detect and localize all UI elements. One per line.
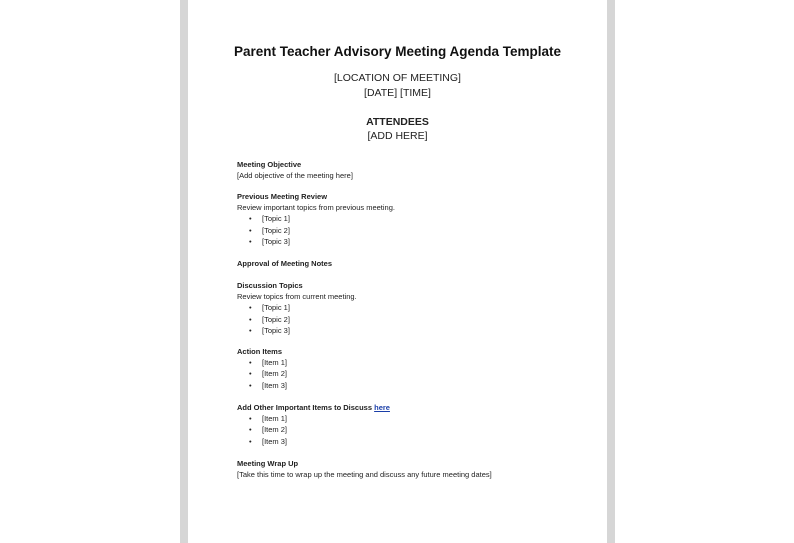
list-item: • [Item 3]: [237, 380, 577, 391]
list-item: • [Topic 1]: [237, 302, 577, 313]
document-title: Parent Teacher Advisory Meeting Agenda Template: [233, 44, 562, 59]
list-item: • [Item 2]: [237, 368, 577, 379]
list-item: • [Topic 3]: [237, 325, 577, 336]
section-text: Review topics from current meeting.: [237, 292, 357, 302]
list-item: • [Topic 2]: [237, 225, 577, 236]
bullet-list: [237, 357, 577, 391]
section-text: [Add objective of the meeting here]: [237, 171, 353, 181]
section-heading-text: Add Other Important Items to Discuss: [237, 403, 375, 412]
section-heading: Previous Meeting Review: [237, 192, 328, 201]
page-shadow-right: [607, 0, 615, 543]
section-heading: Approval of Meeting Notes: [237, 259, 333, 268]
section-heading: Discussion Topics: [237, 281, 303, 290]
section-wrap-up: [237, 458, 577, 480]
list-item: • [Topic 3]: [237, 236, 577, 247]
section-text: Review important topics from previous meeting.: [237, 203, 395, 213]
bullet-list: [237, 302, 577, 336]
meeting-location: [LOCATION OF MEETING]: [334, 72, 461, 84]
list-item: • [Item 2]: [237, 424, 577, 435]
section-heading: Meeting Objective: [237, 160, 302, 169]
document-page: [188, 0, 607, 543]
page-shadow-left: [180, 0, 188, 543]
list-item: • [Item 3]: [237, 436, 577, 447]
section-meeting-objective: [237, 159, 577, 181]
section-text: [Take this time to wrap up the meeting and discuss any future meeting dates]: [237, 470, 492, 480]
list-item: • [Item 1]: [237, 357, 577, 368]
section-other-items: [237, 402, 577, 447]
bullet-list: [237, 213, 577, 247]
attendees-heading: ATTENDEES: [366, 116, 429, 128]
list-item: • [Item 1]: [237, 413, 577, 424]
section-heading: Action Items: [237, 347, 283, 356]
section-heading: Meeting Wrap Up: [237, 459, 299, 468]
section-heading: [237, 402, 577, 413]
section-approval: [237, 258, 577, 269]
bullet-list: [237, 413, 577, 447]
list-item: • [Topic 2]: [237, 314, 577, 325]
meeting-date-time: [DATE] [TIME]: [364, 87, 431, 99]
list-item: • [Topic 1]: [237, 213, 577, 224]
here-link[interactable]: here: [374, 403, 390, 412]
section-action-items: [237, 346, 577, 391]
section-previous-review: [237, 191, 577, 247]
section-discussion-topics: [237, 280, 577, 336]
attendees-value: [ADD HERE]: [367, 130, 428, 142]
